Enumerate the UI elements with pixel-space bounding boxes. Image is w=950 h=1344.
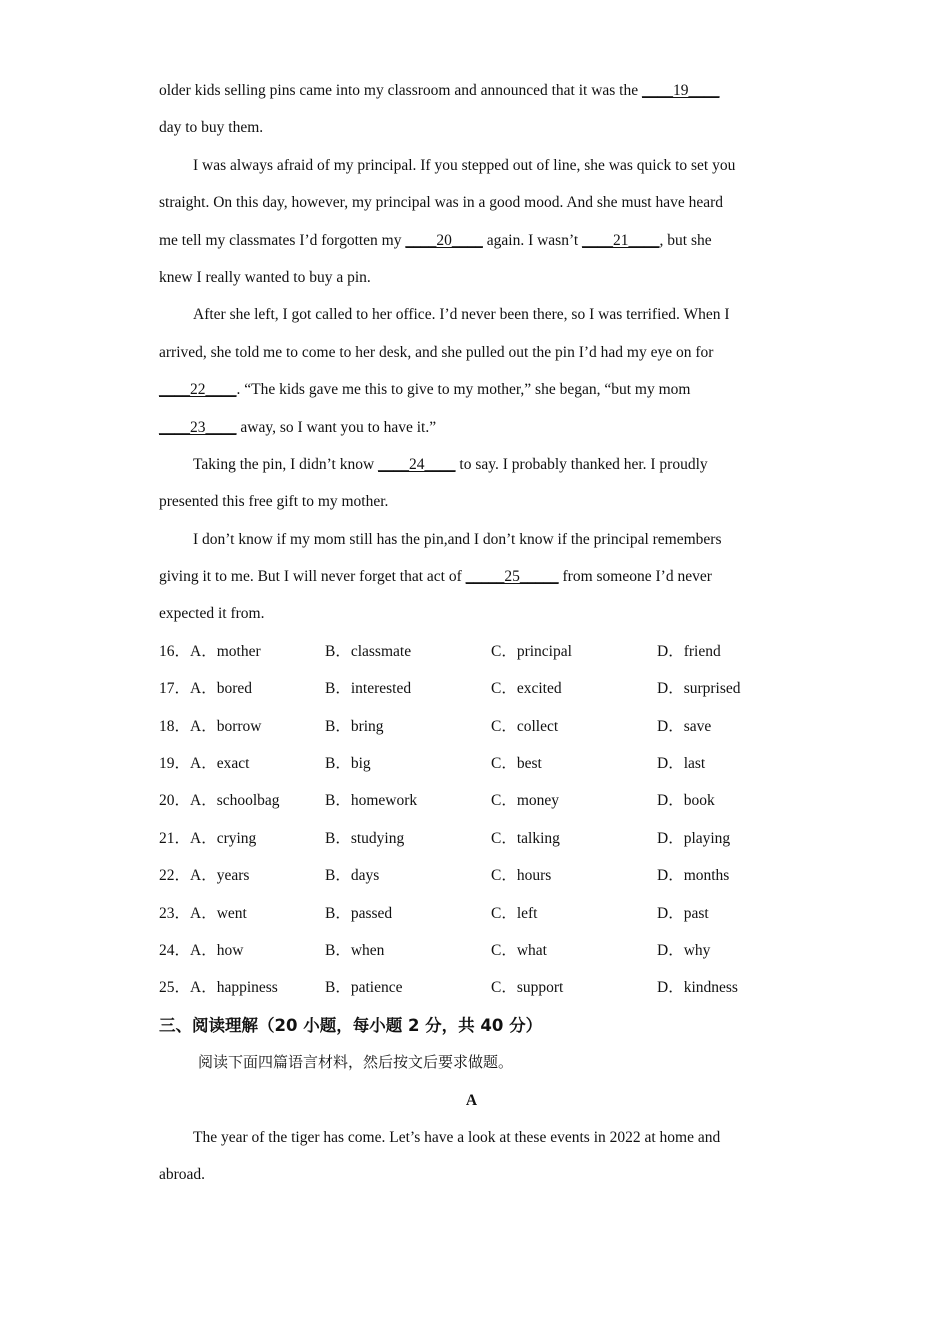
option-c: C．support: [491, 979, 564, 997]
passage-line: [159, 184, 784, 221]
answer-blank: ____22____: [159, 381, 237, 399]
passage-line: [159, 147, 784, 184]
passage-line: [159, 409, 784, 446]
option-b: B．passed: [325, 904, 393, 922]
answer-blank: ____21____: [582, 231, 660, 249]
passage-text: giving it to me. But I will never forget that act of: [159, 568, 466, 586]
passage-text: day to buy them.: [159, 119, 264, 137]
passage-text: me tell my classmates I’d forgotten my: [159, 231, 406, 249]
question-number: 23．: [159, 904, 191, 922]
question-row: [159, 857, 784, 894]
question-row: [159, 969, 784, 1006]
passage-text: away, so I want you to have it.”: [236, 418, 437, 436]
option-b: B．homework: [325, 792, 418, 810]
option-b: B．patience: [325, 979, 403, 997]
passage-text: from someone I’d never: [558, 568, 712, 586]
option-c: C．collect: [491, 717, 559, 735]
question-number: 16．: [159, 642, 191, 660]
passage-line: [159, 109, 784, 146]
option-b: B．interested: [325, 680, 412, 698]
question-number: 24．: [159, 941, 191, 959]
passage-text: arrived, she told me to come to her desk, and she pulled out the pin I’d had my eye on for: [159, 343, 714, 361]
passage-line: [159, 222, 784, 259]
option-d: D．surprised: [657, 680, 741, 698]
option-c: C．what: [491, 941, 547, 959]
option-d: D．last: [657, 755, 706, 773]
option-a: A．exact: [190, 755, 250, 773]
passage-text: I was always afraid of my principal. If you stepped out of line, she was quick to set you: [193, 156, 736, 174]
option-a: A．schoolbag: [190, 792, 280, 810]
question-row: [159, 782, 784, 819]
option-d: D．why: [657, 941, 711, 959]
document-page: [159, 72, 784, 1194]
section-heading: 三、阅读理解（20 小题，每小题 2 分，共 40 分）: [159, 1015, 543, 1035]
question-row: [159, 895, 784, 932]
option-d: D．kindness: [657, 979, 738, 997]
question-number: 18．: [159, 717, 191, 735]
option-b: B．bring: [325, 717, 384, 735]
section-instruction: 阅读下面四篇语言材料，然后按文后要求做题。: [198, 1053, 514, 1072]
question-number: 17．: [159, 680, 191, 698]
option-a: A．years: [190, 867, 250, 885]
option-d: D．past: [657, 904, 709, 922]
passage-text: expected it from.: [159, 605, 265, 623]
answer-blank: _____25_____: [465, 568, 559, 586]
question-row: [159, 745, 784, 782]
cloze-passage: [159, 72, 784, 633]
passage-line: [159, 334, 784, 371]
option-c: C．principal: [491, 642, 572, 660]
passage-line: [159, 558, 784, 595]
answer-blank: ____19____: [641, 82, 720, 99]
option-a: A．bored: [190, 680, 253, 698]
option-c: C．left: [491, 904, 538, 922]
passage-text: to say. I probably thanked her. I proudly: [455, 455, 708, 473]
answer-blank: ____23____: [159, 418, 237, 436]
question-row: [159, 633, 784, 670]
option-d: D．months: [657, 867, 730, 885]
option-a: A．went: [190, 904, 247, 922]
passage-line: [159, 595, 784, 632]
option-c: C．talking: [491, 829, 560, 847]
passage-text: older kids selling pins came into my classroom and announced that it was the: [159, 82, 642, 99]
question-row: [159, 670, 784, 707]
option-d: D．book: [657, 792, 715, 810]
option-a: A．borrow: [190, 717, 262, 735]
option-c: C．hours: [491, 867, 552, 885]
option-b: B．big: [325, 755, 371, 773]
option-b: B．days: [325, 867, 380, 885]
option-c: C．excited: [491, 680, 562, 698]
option-b: B．when: [325, 941, 385, 959]
passage-text: straight. On this day, however, my principal was in a good mood. And she must have heard: [159, 194, 724, 212]
passage-text: presented this free gift to my mother.: [159, 493, 389, 511]
question-row: [159, 708, 784, 745]
option-a: A．happiness: [190, 979, 278, 997]
option-d: D．save: [657, 717, 712, 735]
question-list: [159, 633, 784, 1007]
answer-blank: ____20____: [405, 231, 483, 249]
passage-line: [159, 521, 784, 558]
passage-line: [159, 259, 784, 296]
option-b: B．studying: [325, 829, 405, 847]
passage-text: , but she: [659, 231, 712, 249]
passage-label: A: [465, 1091, 478, 1109]
question-number: 21．: [159, 829, 191, 847]
option-b: B．classmate: [325, 642, 412, 660]
question-number: 20．: [159, 792, 191, 810]
passage-text: knew I really wanted to buy a pin.: [159, 268, 371, 286]
passage-text: . “The kids gave me this to give to my mother,” she began, “but my mom: [236, 381, 691, 399]
passage-text: After she left, I got called to her office. I’d never been there, so I was terrified. When I: [193, 306, 730, 324]
passage-text: again. I wasn’t: [482, 231, 583, 249]
passage-line: [159, 483, 784, 520]
option-c: C．money: [491, 792, 560, 810]
answer-blank: ____24____: [378, 455, 456, 473]
option-d: D．playing: [657, 829, 731, 847]
question-number: 19．: [159, 755, 191, 773]
option-a: A．crying: [190, 829, 257, 847]
question-number: 25．: [159, 979, 191, 997]
option-a: A．how: [190, 941, 244, 959]
passage-line: [159, 296, 784, 333]
question-row: [159, 820, 784, 857]
question-number: 22．: [159, 867, 191, 885]
intro-line: abroad.: [159, 1166, 206, 1184]
option-c: C．best: [491, 755, 542, 773]
option-d: D．friend: [657, 642, 721, 660]
passage-line: [159, 72, 784, 109]
passage-line: [159, 446, 784, 483]
question-row: [159, 932, 784, 969]
option-a: A．mother: [190, 642, 261, 660]
passage-text: Taking the pin, I didn’t know: [193, 455, 379, 473]
passage-text: I don’t know if my mom still has the pin,and I don’t know if the principal remembers: [193, 530, 722, 548]
intro-line: The year of the tiger has come. Let’s have a look at these events in 2022 at home and: [193, 1128, 721, 1146]
passage-line: [159, 371, 784, 408]
